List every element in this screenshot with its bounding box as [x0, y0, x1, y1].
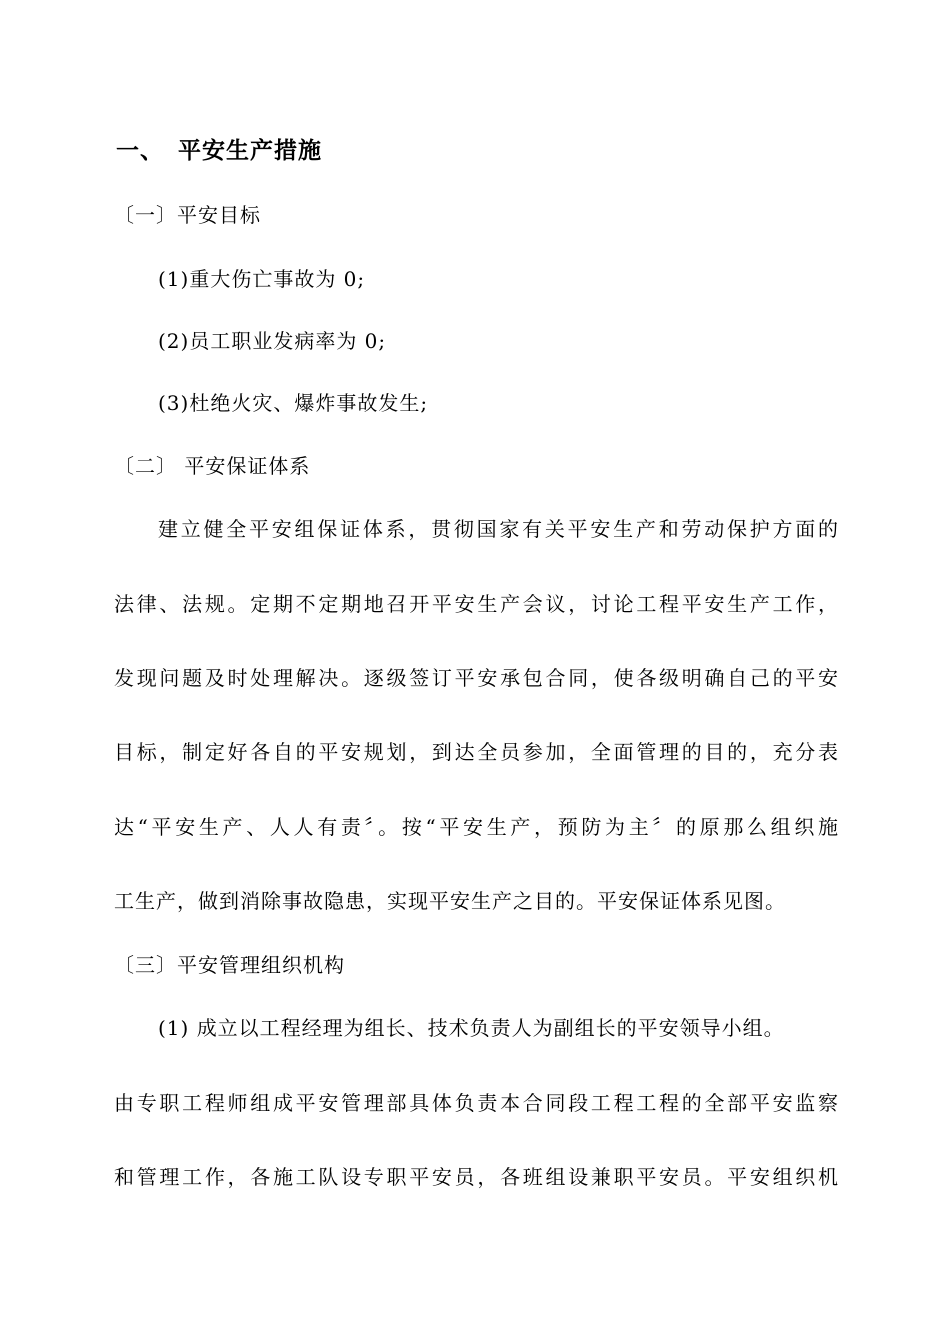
goal-item: (2)员工职业发病率为 0; — [158, 329, 387, 353]
heading-title: 平安生产措施 — [178, 138, 322, 164]
section-heading — [116, 137, 322, 165]
goal-item: (3)杜绝火灾、爆炸事故发生; — [158, 391, 429, 415]
paragraph-line: 工生产，做到消除事故隐患，实现平安生产之目的。平安保证体系见图。 — [114, 889, 786, 913]
paragraph-line: (1) 成立以工程经理为组长、技术负责人为副组长的平安领导小组。 — [158, 1016, 785, 1040]
paragraph-line: 由专职工程师组成平安管理部具体负责本合同段工程工程的全部平安监察 — [114, 1091, 838, 1115]
subsection-title-organization: 〔三〕平安管理组织机构 — [114, 953, 345, 977]
subsection-title-system: 〔二〕 平安保证体系 — [114, 454, 311, 478]
goal-item: (1)重大伤亡事故为 0; — [158, 267, 366, 291]
paragraph-line: 发现问题及时处理解决。逐级签订平安承包合同，使各级明确自己的平安 — [114, 666, 838, 690]
paragraph-line: 法律、法规。定期不定期地召开平安生产会议，讨论工程平安生产工作， — [114, 592, 838, 616]
paragraph-line: 目标，制定好各自的平安规划，到达全员参加，全面管理的目的，充分表 — [114, 740, 838, 764]
paragraph-line: 和管理工作，各施工队设专职平安员，各班组设兼职平安员。平安组织机 — [114, 1165, 838, 1189]
heading-number: 一、 — [116, 138, 164, 164]
subsection-title-goals: 〔一〕平安目标 — [114, 203, 261, 227]
paragraph-line: 达“平安生产、人人有责〞。按“平安生产，预防为主〞的原那么组织施 — [114, 815, 838, 839]
paragraph-line: 建立健全平安组保证体系，贯彻国家有关平安生产和劳动保护方面的 — [158, 517, 838, 541]
